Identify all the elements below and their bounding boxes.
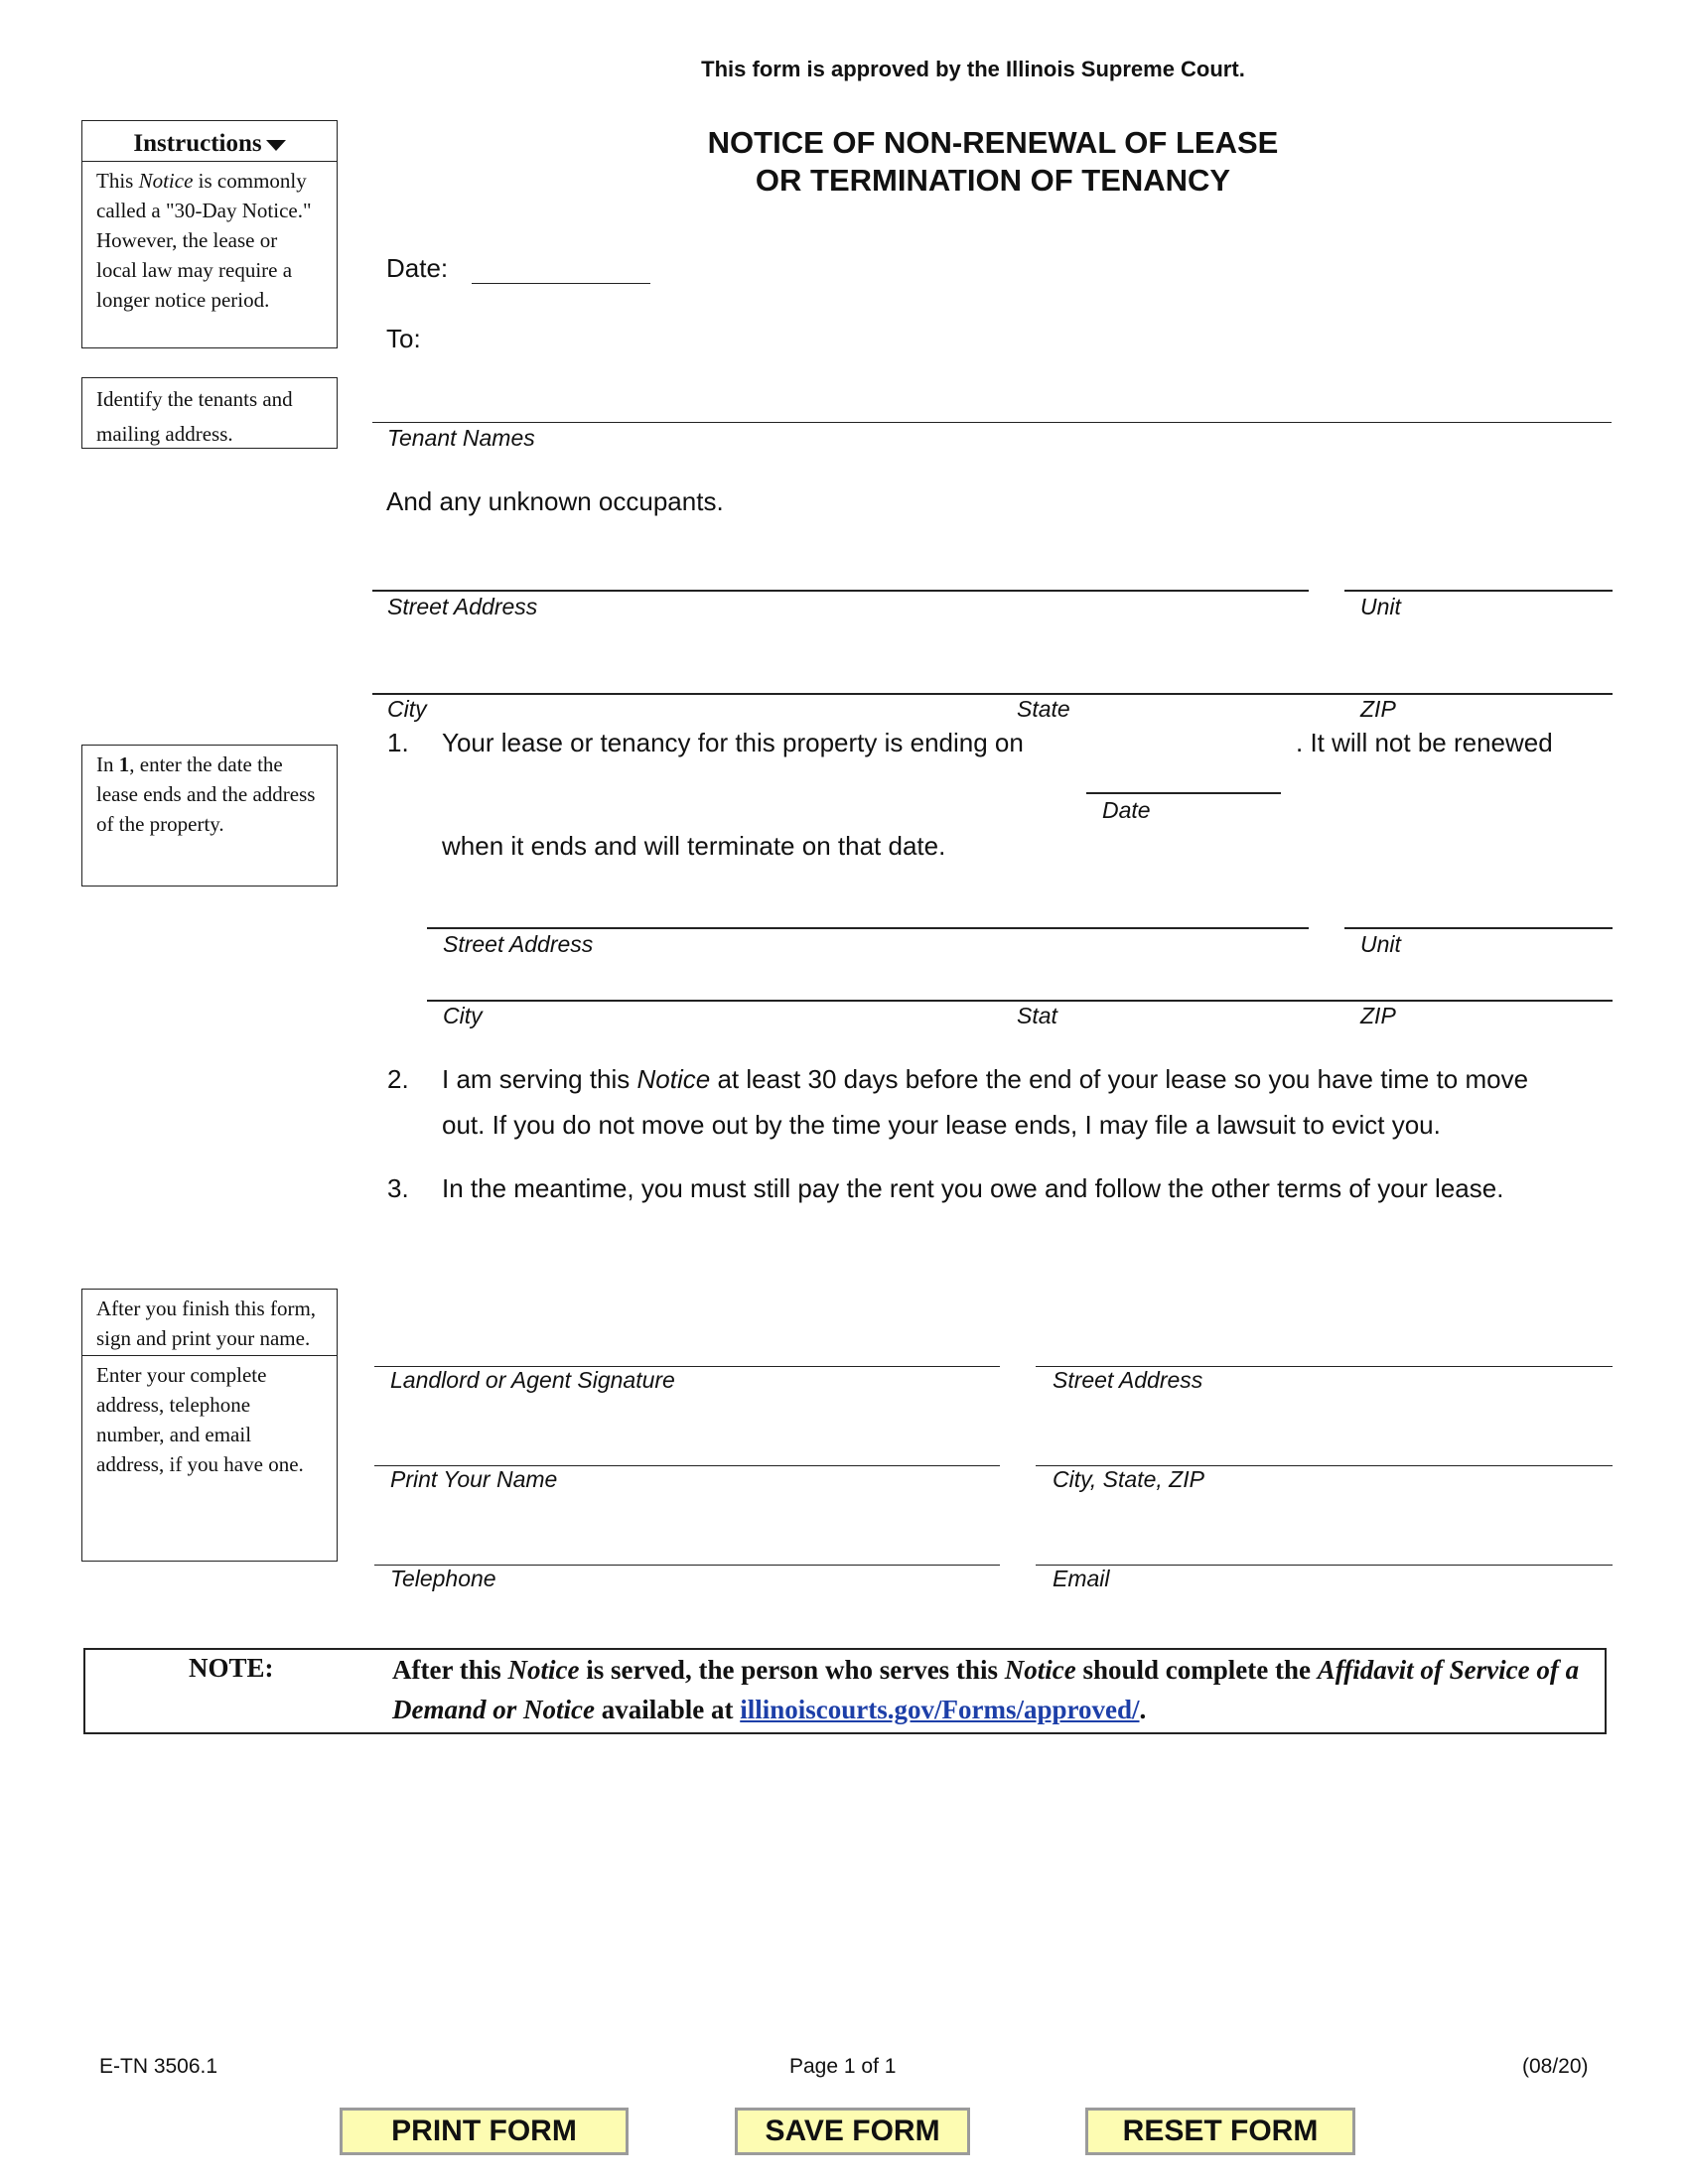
form-title	[616, 124, 1370, 200]
divider	[82, 1355, 337, 1356]
item3-number: 3.	[387, 1173, 409, 1203]
title-line-2: OR TERMINATION OF TENANCY	[755, 163, 1231, 198]
item1-number: 1.	[387, 728, 409, 757]
tenant-state-caption: State	[1017, 696, 1070, 722]
property-unit-field[interactable]	[1344, 927, 1613, 929]
landlord-city-state-zip-caption: City, State, ZIP	[1053, 1466, 1204, 1492]
reset-form-button[interactable]: RESET FORM	[1085, 2108, 1355, 2155]
forms-link[interactable]: illinoiscourts.gov/Forms/approved/	[740, 1695, 1140, 1724]
tenant-names-field[interactable]	[372, 422, 1612, 423]
approval-banner: This form is approved by the Illinois Supreme Court.	[701, 57, 1245, 81]
property-zip-caption: ZIP	[1360, 1003, 1396, 1028]
lease-end-date-field[interactable]	[1086, 792, 1281, 794]
item1-continuation: when it ends and will terminate on that date.	[442, 831, 946, 861]
telephone-caption: Telephone	[390, 1566, 496, 1591]
revision-date: (08/20)	[1522, 2055, 1589, 2078]
instructions-box	[81, 120, 338, 348]
note-label: NOTE:	[189, 1653, 274, 1683]
print-name-caption: Print Your Name	[390, 1466, 558, 1492]
instructions-text-address: Enter your complete address, telephone number, and email address, if you have one.	[96, 1363, 304, 1476]
save-form-button[interactable]: SAVE FORM	[735, 2108, 970, 2155]
instructions-text-sign: After you finish this form, sign and print your name.	[96, 1297, 317, 1350]
property-state-caption: Stat	[1017, 1003, 1057, 1028]
tenant-unit-field[interactable]	[1344, 590, 1613, 592]
form-id: E-TN 3506.1	[99, 2055, 218, 2078]
instructions-heading[interactable]	[82, 121, 337, 162]
item2-number: 2.	[387, 1064, 409, 1094]
title-line-1: NOTICE OF NON-RENEWAL OF LEASE	[707, 125, 1279, 160]
instructions-box-signature	[81, 1289, 338, 1562]
note-text: After this Notice is served, the person who serves this Notice should complete the Affidavit of Service of a Demand or Notice available at illinoiscourts.gov/Forms/approved/.	[392, 1655, 1580, 1724]
tenant-unit-caption: Unit	[1360, 594, 1401, 619]
unknown-occupants-text: And any unknown occupants.	[386, 486, 724, 516]
tenant-city-state-zip-field[interactable]	[372, 693, 1613, 695]
date-label: Date:	[386, 253, 449, 283]
instructions-box-tenants: Identify the tenants and mailing address.	[81, 377, 338, 449]
tenant-city-caption: City	[387, 696, 427, 722]
lease-end-date-caption: Date	[1102, 797, 1151, 823]
item3-text: In the meantime, you must still pay the rent you owe and follow the other terms of your lease.	[442, 1173, 1504, 1203]
page-number: Page 1 of 1	[789, 2055, 897, 2078]
email-caption: Email	[1053, 1566, 1110, 1591]
property-unit-caption: Unit	[1360, 931, 1401, 957]
tenant-street-field[interactable]	[372, 590, 1309, 592]
landlord-street-caption: Street Address	[1053, 1367, 1203, 1393]
chevron-down-icon	[266, 140, 286, 151]
item1-tail: . It will not be renewed	[1296, 728, 1553, 757]
signature-caption: Landlord or Agent Signature	[390, 1367, 675, 1393]
date-field[interactable]	[472, 283, 650, 284]
instructions-box-item1: In 1, enter the date the lease ends and the address of the property.	[81, 745, 338, 887]
print-form-button[interactable]: PRINT FORM	[340, 2108, 629, 2155]
tenant-street-caption: Street Address	[387, 594, 538, 619]
item2-line1: I am serving this Notice at least 30 days before the end of your lease so you have time to move	[442, 1064, 1529, 1094]
tenant-zip-caption: ZIP	[1360, 696, 1396, 722]
to-label: To:	[386, 324, 421, 353]
instructions-heading-label: Instructions	[133, 130, 262, 157]
tenant-names-caption: Tenant Names	[387, 425, 535, 451]
property-street-field[interactable]	[427, 927, 1309, 929]
item1-text: Your lease or tenancy for this property is ending on	[442, 728, 1024, 757]
property-city-caption: City	[443, 1003, 483, 1028]
instructions-text-1: This Notice is commonly called a "30-Day Notice." However, the lease or local law may require a longer notice period.	[96, 169, 312, 312]
item2-line2: out. If you do not move out by the time your lease ends, I may file a lawsuit to evict you.	[442, 1110, 1441, 1140]
property-street-caption: Street Address	[443, 931, 594, 957]
email-field[interactable]	[1036, 1565, 1613, 1566]
property-city-state-zip-field[interactable]	[427, 1000, 1613, 1002]
